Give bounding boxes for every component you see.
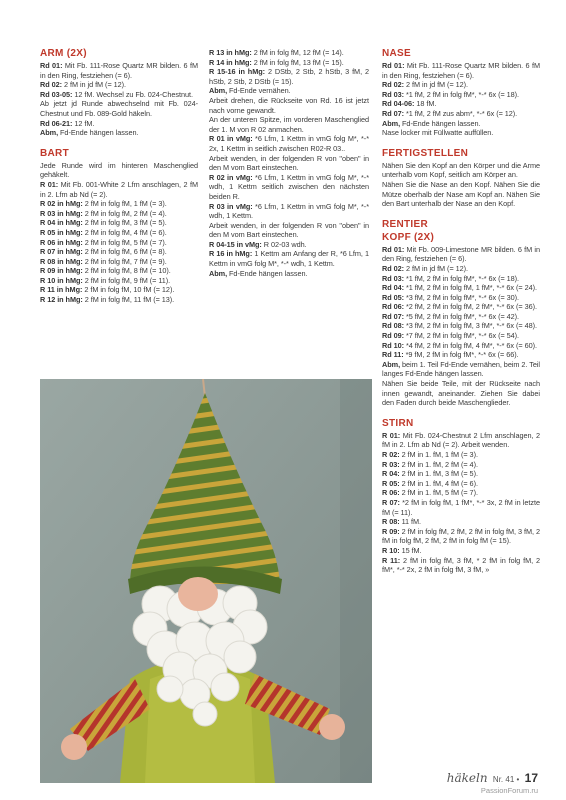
row-label: R 07: [382,497,400,507]
row-text: Mit Fb. 111-Rose Quartz MR bilden. 6 fM in den Ring, festziehen (= 6). [382,61,540,80]
instruction-line [209,221,369,240]
row-text: 2 fM in jd fM (= 12). [404,263,469,273]
row-label: Abm, [382,118,401,128]
section-heading: NASE [382,48,411,59]
row-label: Rd 10: [382,340,405,350]
instruction-line [209,58,369,68]
instruction-line [382,469,540,479]
row-text: *6 Lfm, 1 Kettm in vmG folg M*, *-* wdh, 1 Kettm seitlich zwischen den nächsten beiden R. [209,172,369,201]
row-label: R 04 in hMg: [40,218,83,228]
instruction-line [209,134,369,153]
row-text: *2 fM, 2 fM in folg fM, 2 fM*, *-* 6x (= 36). [404,302,537,312]
instruction-line [382,450,540,460]
row-text: 2 fM in folg fM, 11 fM (= 13). [82,295,175,305]
row-label: Rd 03: [382,89,405,99]
row-text: Arbeit drehen, die Rückseite von Rd. 16 ist jetzt nach vorne gewandt. [209,95,369,115]
row-label: R 09 in hMg: [40,266,83,276]
row-label: Abm, [382,359,401,369]
section-heading: BART [40,147,69,159]
row-text: R 02-03 wdh. [261,239,307,249]
row-label: R 09: [382,526,400,536]
row-label: Rd 07: [382,108,405,118]
page-number: 17 [524,771,538,785]
section-heading: KOPF (2X) [382,231,435,243]
row-label: R 04-15 in vMg: [209,239,262,249]
row-text: 2 fM in folg fM, 8 fM (= 10). [82,266,171,276]
row-label: Rd 03-05: [40,89,73,99]
instruction-line [209,115,369,134]
row-label: Rd 11: [382,350,404,360]
row-label: Rd 04: [382,283,405,293]
row-label: Rd 02: [382,80,405,90]
row-label: R 11: [382,555,401,565]
row-label: R 03: [382,459,400,469]
instruction-line [40,119,198,129]
row-label: R 02 in vMg: [209,172,253,182]
row-label: Rd 09: [382,331,405,341]
row-label: R 05: [382,478,400,488]
row-text: 2 fM in folg fM, 2 fM (= 4). [82,208,167,218]
instruction-line [209,96,369,115]
instruction-line [382,488,540,498]
instruction-line [382,161,540,180]
instruction-line [209,67,369,86]
row-label: Rd 02: [40,80,63,90]
instruction-line [382,61,540,80]
row-label: Rd 03: [382,273,405,283]
row-label: R 04: [382,469,400,479]
instruction-line [40,218,198,228]
instruction-line [382,341,540,351]
row-label: R 01 in vMg: [209,134,253,144]
row-text: 2 fM in folg fM, 6 fM (= 8). [82,247,167,257]
instruction-line [40,180,198,199]
row-text: 2 fM in folg fM, 9 fM (= 11). [82,275,171,285]
instruction-line [40,61,198,80]
instruction-line [382,312,540,322]
row-text: 2 fM in folg fM, 10 fM (= 12). [82,285,175,295]
instruction-line [382,119,540,129]
row-label: Rd 06: [382,302,405,312]
instruction-line [40,99,198,118]
row-text: 2 fM in folg fM, 12 fM (= 14). [251,48,344,57]
row-text: *2 fM in folg fM, 1 fM*, *-* 3x, 2 fM in letzte fM (= 11). [382,497,540,517]
row-label: Rd 02: [382,263,405,273]
instruction-line [209,173,369,202]
row-text: *1 fM, 2 fM in folg fM*, *-* 6x (= 18). [404,273,520,283]
column-middle [209,48,369,278]
row-text: *7 fM, 2 fM in folg fM*, *-* 6x (= 54). [404,331,520,341]
row-text: 2 fM in folg fM, 4 fM (= 6). [82,227,167,237]
instruction-line [209,202,369,221]
row-text: *1 fM, 2 fM in folg fM, 1 fM*, *-* 6x (= 24). [404,283,537,293]
row-text: 15 fM. [399,545,422,555]
instruction-line [40,80,198,90]
instruction-line [382,264,540,274]
instruction-line [40,161,198,180]
row-text: *9 fM, 2 fM in folg fM*, *-* 6x (= 66). [403,350,519,360]
section-heading: ARM (2X) [40,48,87,59]
row-text: Mit Fb. 111-Rose Quartz MR bilden. 6 fM in den Ring, festziehen (= 6). [40,61,198,80]
watermark: PassionForum.ru [480,786,538,795]
row-text: 2 fM in folg fM, 3 fM, * 2 fM in folg fM, 2 fM*, *-* 2x, 2 fM in folg fM, 3 fM, » [382,555,540,575]
instruction-line [40,266,198,276]
row-label: R 06 in hMg: [40,237,83,247]
instruction-line [382,517,540,527]
row-label: Abm, [209,268,228,278]
row-text: Fd-Ende vernähen. [227,86,291,96]
instruction-line [40,276,198,286]
row-text: *1 fM, 2 fM in folg fM*, *-* 6x (= 18). [404,89,520,99]
instruction-line [40,257,198,267]
row-text: 2 fM in folg fM, 2 fM, 2 fM in folg fM, 3 fM, 2 fM in folg fM, 2 fM, 2 fM in folg fM (= 15). [382,526,540,546]
instruction-line [382,283,540,293]
row-text: 2 fM in folg fM, 1 fM (= 3). [82,199,167,209]
section-heading: STIRN [382,417,414,429]
row-label: R 13 in hMg: [209,48,252,57]
row-text: Arbeit wenden, in der folgenden R von "oben" in den M vom Bart einstechen. [209,153,369,173]
row-label: R 02 in hMg: [40,199,83,209]
row-text: 12 fM. Wechsel zu Fb. 024-Chestnut. [72,89,193,99]
row-text: 2 fM in 1. fM, 4 fM (= 6). [399,478,478,488]
instruction-line [209,249,369,268]
row-text: Nähen Sie beide Teile, mit der Rückseite nach innen gewandt, aneinander. Ziehen Sie dabei den Faden durch beide Maschenglieder. [382,379,540,408]
instruction-line [209,154,369,173]
row-text: Mit Fb. 001-White 2 Lfm anschlagen, 2 fM in 2. Lfm ab Nd (= 2). [40,179,199,199]
row-label: R 05 in hMg: [40,227,83,237]
instruction-line [382,80,540,90]
row-text: Jede Runde wird im hinteren Maschenglied gehäkelt. [40,160,198,180]
instruction-line [40,209,198,219]
row-label: R 08: [382,517,400,527]
row-text: Arbeit wenden, in der folgenden R von "oben" in den M vom Bart einstechen. [209,220,369,240]
instruction-line [382,128,540,138]
row-text: Mit Fb. 024-Chestnut 2 Lfm anschlagen, 2 fM in 2. Lfm ab Nd (= 2). Arbeit wenden. [382,430,541,450]
row-text: *5 fM, 2 fM in folg fM*, *-* 6x (= 42). [404,311,520,321]
row-label: R 03 in hMg: [40,208,83,218]
column-left [40,48,198,305]
instruction-line [209,48,369,58]
row-text: 2 fM in jd fM (= 12). [404,80,469,90]
row-label: R 03 in vMg: [209,201,253,211]
row-text: Nähen Sie den Kopf an den Körper und die Arme unterhalb vom Kopf, seitlich am Körper an. [382,160,540,180]
section-heading: FERTIGSTELLEN [382,147,469,159]
row-text: Nähen Sie die Nase an den Kopf. Nähen Sie die Mütze oberhalb der Nase am Kopf an. Nähen Sie den Bart unterhalb der Nase an den Kopf. [382,179,540,209]
row-label: R 10 in hMg: [40,275,83,285]
row-text: beim 1. Teil Fd-Ende vernähen, beim 2. Teil langes Fd-Ende hängen lassen. [382,359,540,379]
row-label: R 14 in hMg: [209,57,252,67]
instruction-line [382,460,540,470]
row-text: 12 fM. [72,118,95,128]
row-text: An der unteren Spitze, im vorderen Maschenglied der 1. M von R 02 anmachen. [209,115,369,134]
instruction-line [209,269,369,279]
instruction-line [40,247,198,257]
instruction-line [382,556,540,575]
instruction-line [382,360,540,379]
row-label: R 06: [382,488,400,498]
row-text: 2 fM in jd fM (= 12). [62,80,127,90]
instruction-line [40,228,198,238]
section-heading: RENTIER [382,218,428,230]
page-footer [447,771,538,785]
row-label: Abm, [209,86,228,96]
row-label: Abm, [40,128,59,138]
row-label: Rd 01: [382,61,405,70]
row-text: *3 fM, 2 fM in folg fM*, *-* 6x (= 30). [404,292,520,302]
row-label: R 08 in hMg: [40,256,83,266]
row-label: R 01: [382,430,401,440]
row-label: Rd 04-06: [382,99,415,109]
instruction-line [40,295,198,305]
instruction-line [382,331,540,341]
row-text: 2 fM in 1. fM, 5 fM (= 7). [399,488,478,498]
row-text: *3 fM, 2 fM in folg fM, 3 fM*, *-* 6x (= 48). [404,321,537,331]
instruction-line [382,431,540,450]
instruction-line [382,302,540,312]
row-text: Ab jetzt jd Runde abwechselnd mit Fb. 024-Chestnut und Fb. 089-Gold häkeln. [40,99,198,118]
row-label: R 12 in hMg: [40,295,83,305]
instruction-line [40,199,198,209]
row-text: *1 fM, 2 fM zus abm*, *-* 6x (= 12). [404,108,518,118]
instruction-line [382,546,540,556]
instruction-line [209,240,369,250]
instruction-line [382,350,540,360]
instruction-line [382,293,540,303]
row-label: R 10: [382,545,400,555]
row-label: R 15-16 in hMg: [209,67,266,77]
row-text: 2 fM in 1. fM, 3 fM (= 5). [399,469,478,479]
row-label: R 11 in hMg: [40,285,83,295]
instruction-line [382,109,540,119]
row-text: Fd-Ende hängen lassen. [400,118,481,128]
row-text: 11 fM. [399,517,422,527]
row-text: Fd-Ende hängen lassen. [227,268,308,278]
row-label: R 07 in hMg: [40,247,83,257]
instruction-line [382,99,540,109]
row-text: 2 fM in folg fM, 5 fM (= 7). [82,237,167,247]
instruction-line [382,498,540,517]
row-text: 2 fM in 1. fM, 1 fM (= 3). [399,450,478,459]
column-right [382,48,540,575]
gnome-photo [40,379,372,783]
instruction-line [382,479,540,489]
row-text: 2 DStb, 2 Stb, 2 hStb, 3 fM, 2 hStb, 2 Stb, 2 DStb (= 15). [209,67,369,86]
row-text: 2 fM in 1. fM, 2 fM (= 4). [399,459,478,469]
instruction-line [382,321,540,331]
magazine-logo: häkeln [446,771,488,785]
instruction-line [40,238,198,248]
row-label: R 01: [40,179,59,189]
instruction-line [40,128,198,138]
row-text: *6 Lfm, 1 Kettm in vmG folg M*, *-* wdh, 1 Kettm. [209,201,369,221]
instruction-line [209,86,369,96]
row-text: 1 Kettm am Anfang der R, *6 Lfm, 1 Kettm in vmG folg M*, *-* wdh, 1 Kettm. [209,249,369,269]
row-label: R 02: [382,450,400,459]
row-text: *4 fM, 2 fM in folg fM, 4 fM*, *-* 6x (= 60). [404,340,537,350]
row-label: Rd 01: [40,61,63,70]
instruction-line [382,90,540,100]
row-label: Rd 07: [382,311,405,321]
row-text: Mit Fb. 009-Limestone MR bilden. 6 fM in den Ring, festziehen (= 6). [382,244,540,264]
instruction-line [382,274,540,284]
row-text: *6 Lfm, 1 Kettm in vmG folg M*, *-* 2x, 1 Kettm in seitlich zwischen R02-R 03.. [209,134,369,153]
row-label: Rd 01: [382,244,405,254]
row-text: 2 fM in folg fM, 7 fM (= 9). [82,256,167,266]
crochet-gnome-illustration [40,379,372,783]
row-text: Fd-Ende hängen lassen. [58,128,139,138]
instruction-line [382,527,540,546]
issue-number: Nr. 41 • [492,775,520,784]
instruction-line [382,180,540,209]
row-text: 2 fM in folg fM, 3 fM (= 5). [82,218,167,228]
row-text: 2 fM in folg fM, 13 fM (= 15). [251,57,344,67]
row-label: R 16 in hMg: [209,249,253,259]
row-label: Rd 05: [382,292,405,302]
instruction-line [382,245,540,264]
instruction-line [382,379,540,408]
row-label: Rd 06-21: [40,118,73,128]
row-text: 18 fM. [414,99,437,109]
instruction-line [40,90,198,100]
row-label: Rd 08: [382,321,405,331]
row-text: Nase locker mit Füllwatte auffüllen. [382,128,494,138]
instruction-line [40,285,198,295]
